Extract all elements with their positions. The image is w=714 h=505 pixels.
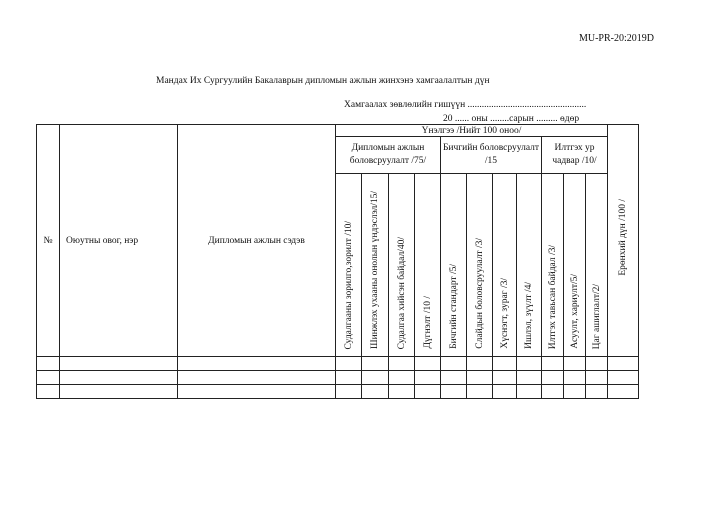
criterion-writing-standard: Бичгийн стандарт /5/ <box>441 174 467 357</box>
header-student-name: Оюутны овог, нэр <box>60 125 178 357</box>
criterion-tables-figures: Хүснэгт, зураг /3/ <box>493 174 517 357</box>
header-diploma-topic: Дипломын ажлын сэдэв <box>178 125 336 357</box>
criterion-research-goal: Судалгааны зорилго,зорилт /10/ <box>336 174 362 357</box>
criterion-theory-basis: Шинжлэх ухааны онолын үндэслэл/15/ <box>362 174 389 357</box>
grading-table <box>36 124 639 399</box>
criterion-slides: Слайдын боловсруулалт /3/ <box>467 174 493 357</box>
header-score-total: Үнэлгээ /Нийт 100 оноо/ <box>336 125 608 137</box>
date-line: 20 ...... оны ........сарын ......... өдөр <box>443 114 580 124</box>
header-no: № <box>37 125 60 357</box>
criterion-research-done: Судалгаа хийсэн байдал/40/ <box>389 174 415 357</box>
document-title: Мандах Их Сургуулийн Бакалаврын дипломын ажлын жинхэнэ хамгаалалтын дүн <box>156 76 490 86</box>
table-row <box>37 385 639 399</box>
criterion-citations: Ишлэл, зүүлт /4/ <box>517 174 542 357</box>
criterion-qa: Асуулт, хариулт/5/ <box>564 174 586 357</box>
header-group-writing: Бичгийн боловсруулалт /15 <box>441 137 542 174</box>
criterion-conclusion: Дүгнэлт /10 / <box>415 174 441 357</box>
table-row <box>37 371 639 385</box>
header-overall-score <box>608 125 639 357</box>
criterion-time-usage: Цаг ашиглалт/2/ <box>586 174 608 357</box>
document-code: MU-PR-20:2019D <box>578 33 654 44</box>
table-row <box>37 357 639 371</box>
reviewer-signature-line: Хамгаалах зөвлөлийн гишүүн .................................................. <box>344 100 587 110</box>
header-group-presentation: Илтгэх ур чадвар /10/ <box>542 137 608 174</box>
criterion-presentation: Илтгэх тавьсан байдал /3/ <box>542 174 564 357</box>
header-group-content: Дипломын ажлын боловсруулалт /75/ <box>336 137 441 174</box>
header-overall-score-label: Ерөнхий дүн /100 / <box>618 198 628 276</box>
